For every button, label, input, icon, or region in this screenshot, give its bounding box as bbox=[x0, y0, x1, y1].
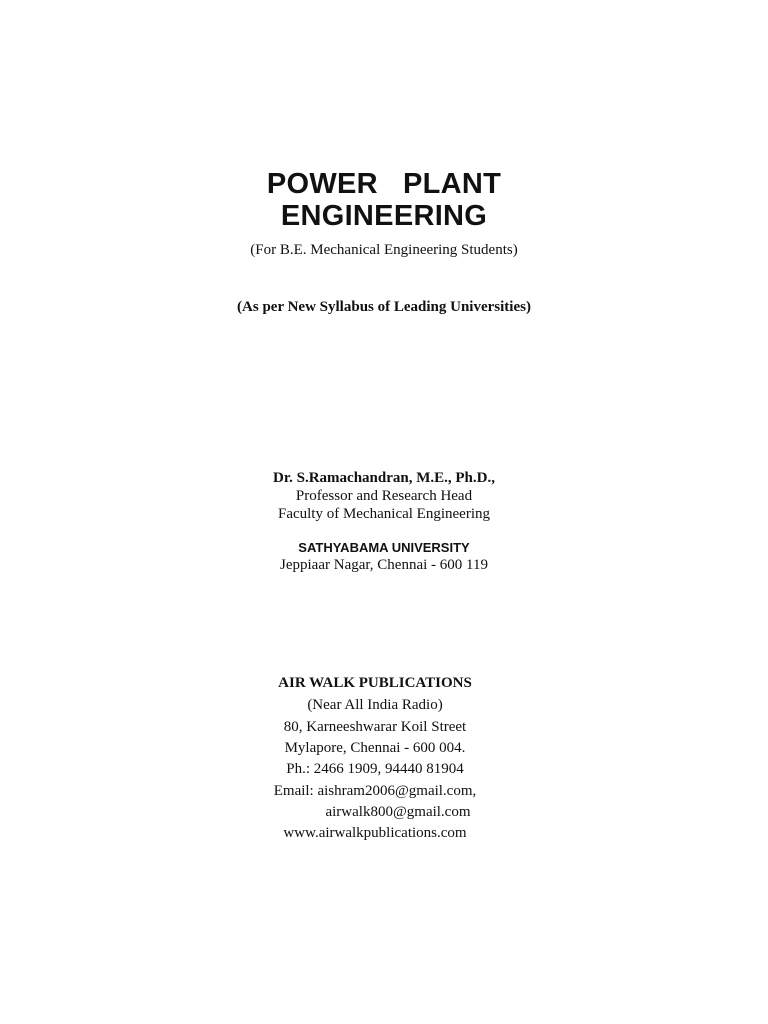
publisher-email-secondary: airwalk800@gmail.com bbox=[325, 804, 471, 820]
publisher-phone: Ph.: 2466 1909, 94440 81904 bbox=[286, 761, 464, 777]
author-position: Professor and Research Head bbox=[295, 488, 473, 504]
author-name: Dr. S.Ramachandran, M.E., Ph.D., bbox=[273, 470, 495, 486]
publisher-website: www.airwalkpublications.com bbox=[283, 825, 467, 841]
publisher-street: 80, Karneeshwarar Koil Street bbox=[283, 719, 467, 735]
university-name: SATHYABAMA UNIVERSITY bbox=[298, 540, 470, 555]
syllabus-note: (As per New Syllabus of Leading Universities) bbox=[237, 299, 531, 315]
publisher-name: AIR WALK PUBLICATIONS bbox=[278, 675, 472, 691]
publisher-landmark: (Near All India Radio) bbox=[307, 697, 443, 713]
book-subtitle: (For B.E. Mechanical Engineering Students) bbox=[250, 242, 518, 258]
book-title-line-1: POWER PLANT bbox=[266, 168, 502, 200]
publisher-city: Mylapore, Chennai - 600 004. bbox=[284, 740, 466, 756]
publisher-email-primary: Email: aishram2006@gmail.com, bbox=[273, 783, 477, 799]
university-address: Jeppiaar Nagar, Chennai - 600 119 bbox=[280, 557, 488, 573]
book-title-line-2: ENGINEERING bbox=[280, 200, 488, 232]
author-department: Faculty of Mechanical Engineering bbox=[277, 506, 490, 522]
